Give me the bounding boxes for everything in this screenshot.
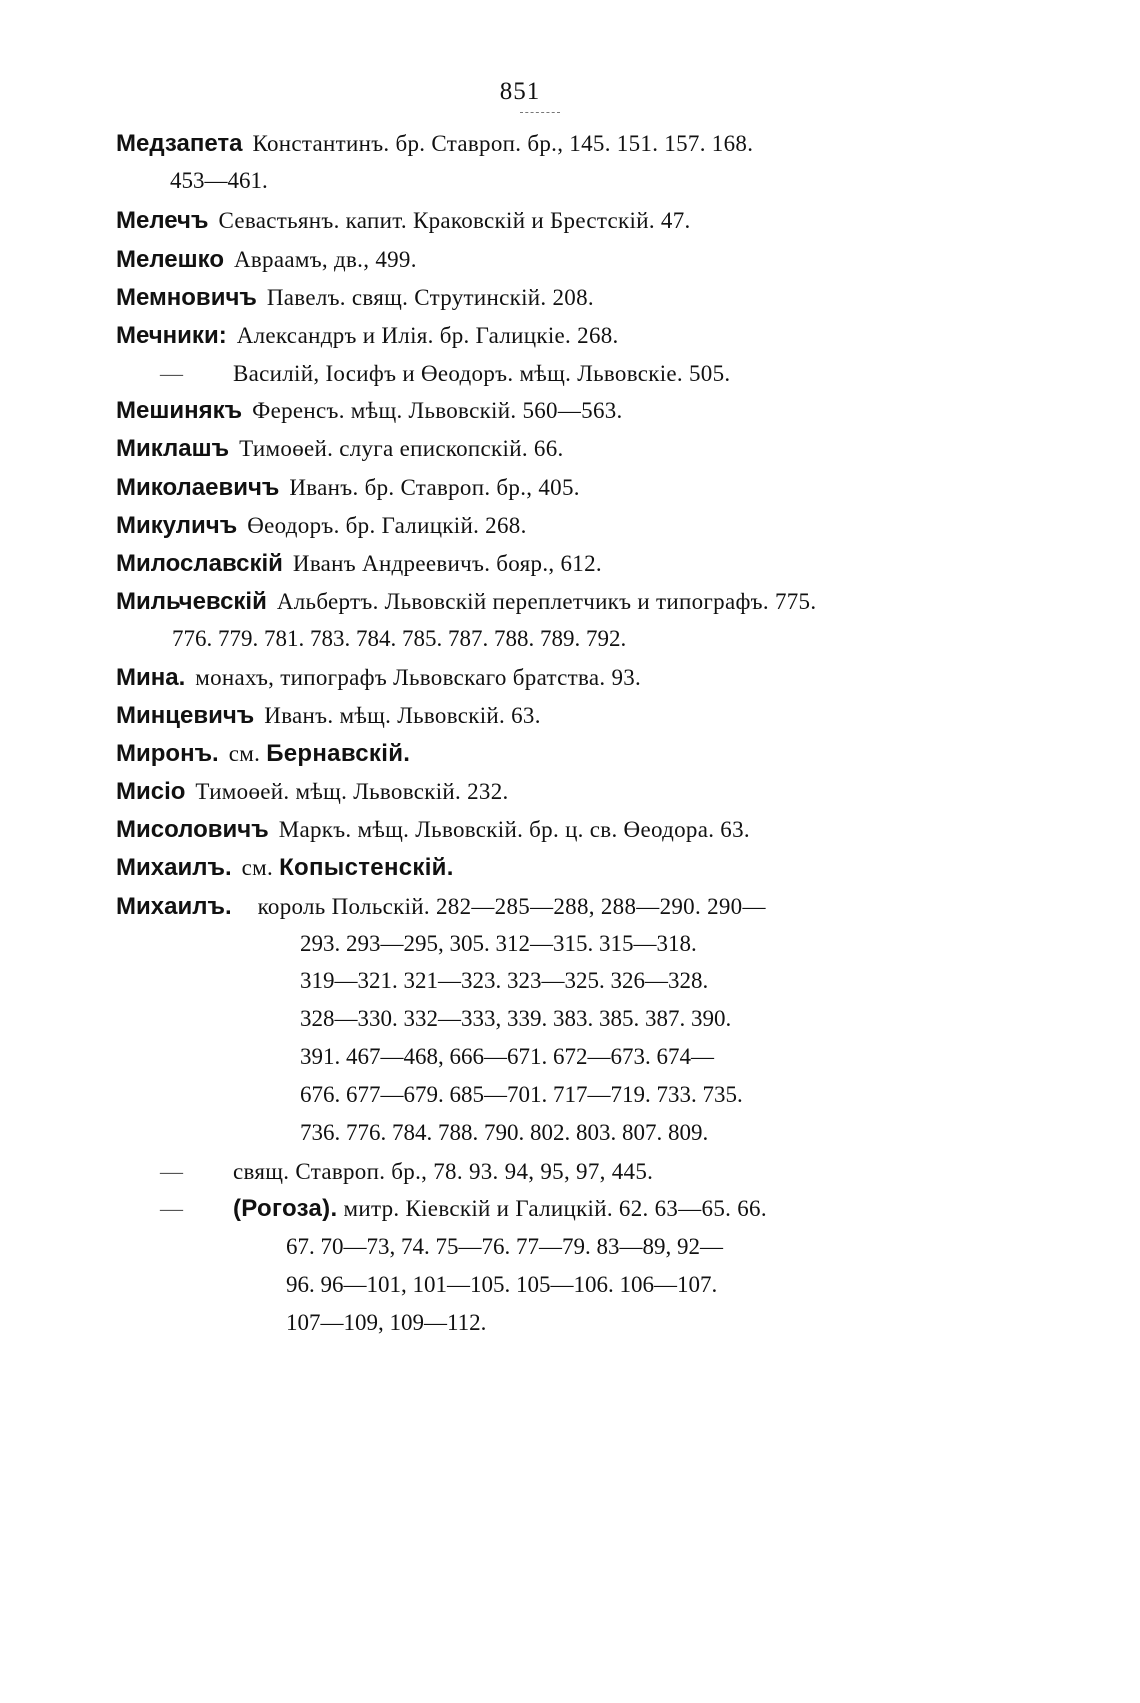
entry-headword: Мина. xyxy=(116,664,186,691)
entry-text: свящ. Ставроп. бр., 78. 93. 94, 95, 97, 445. xyxy=(233,1159,654,1184)
entry-continuation: 328—330. 332—333, 339. 383. 385. 387. 390. xyxy=(300,1006,732,1031)
entry-text: Севастьянъ. капит. Краковскій и Брестскій. 47. xyxy=(218,208,691,233)
entry-see-label: см. xyxy=(241,855,274,880)
entry-continuation: 453—461. xyxy=(170,168,268,193)
entry-text: Василій, Іосифъ и Өеодоръ. мѣщ. Львовскіе. 505. xyxy=(233,361,731,386)
entry-text: Тимоөей. мѣщ. Львовскій. 232. xyxy=(195,779,509,804)
entry-line xyxy=(116,739,410,769)
entry-line xyxy=(116,321,619,351)
entry-line xyxy=(116,663,641,693)
entry-continuation: 676. 677—679. 685—701. 717—719. 733. 735. xyxy=(300,1082,743,1107)
entry-headword: Михаилъ. xyxy=(116,893,232,920)
entry-headword: Мешинякъ xyxy=(116,397,243,424)
entry-headword: Мисіо xyxy=(116,778,186,805)
entry-headword: Микуличъ xyxy=(116,512,238,539)
entry-line xyxy=(116,587,816,617)
entry-line xyxy=(116,892,766,922)
entry-headword: Милославскій xyxy=(116,550,283,577)
entry-continuation: 391. 467—468, 666—671. 672—673. 674— xyxy=(300,1044,714,1069)
entry-text: Ференсъ. мѣщ. Львовскій. 560—563. xyxy=(252,398,623,423)
entry-line xyxy=(160,1157,653,1187)
entry-line xyxy=(116,206,691,236)
entry-headword: Миклашъ xyxy=(116,435,230,462)
entry-line xyxy=(116,511,527,541)
repeat-dash: — xyxy=(160,361,185,386)
entry-text: Павелъ. свящ. Струтинскій. 208. xyxy=(266,285,594,310)
entry-text: Иванъ. бр. Ставроп. бр., 405. xyxy=(289,475,580,500)
entry-text: Иванъ Андреевичъ. бояр., 612. xyxy=(292,551,602,576)
entry-continuation: 293. 293—295, 305. 312—315. 315—318. xyxy=(300,931,697,956)
entry-text: Маркъ. мѣщ. Львовскій. бр. ц. св. Өеодора. 63. xyxy=(278,817,750,842)
repeat-dash: — xyxy=(160,1159,185,1184)
entry-headword: Мелечъ xyxy=(116,207,209,234)
entry-line xyxy=(116,549,602,579)
entry-continuation: 736. 776. 784. 788. 790. 802. 803. 807. 809. xyxy=(300,1120,709,1145)
repeat-dash: — xyxy=(160,1196,185,1221)
entry-continuation: 96. 96—101, 101—105. 105—106. 106—107. xyxy=(286,1272,718,1297)
entry-text: Иванъ. мѣщ. Львовскій. 63. xyxy=(264,703,541,728)
entry-headword: Миронъ. xyxy=(116,740,219,767)
entry-headword: Михаилъ. xyxy=(116,854,232,881)
entry-text: митр. Кіевскій и Галицкій. 62. 63—65. 66. xyxy=(343,1196,767,1221)
entry-text: Тимоөей. слуга епископскій. 66. xyxy=(239,436,564,461)
entry-headword: Мемновичъ xyxy=(116,284,257,311)
entry-text: Александръ и Илія. бр. Галицкіе. 268. xyxy=(236,323,619,348)
page-number-rule xyxy=(520,112,560,113)
page-number: 851 xyxy=(499,78,541,105)
entry-headword: Минцевичъ xyxy=(116,702,255,729)
cross-reference: Бернавскій. xyxy=(266,740,411,767)
entry-text: Альбертъ. Львовскій переплетчикъ и типографъ. 775. xyxy=(276,589,817,614)
entry-line xyxy=(116,473,580,503)
entry-text: Авраамъ, дв., 499. xyxy=(233,247,417,272)
entry-text: монахъ, типографъ Львовскаго братства. 93. xyxy=(195,665,642,690)
entry-headword: Мильчевскій xyxy=(116,588,267,615)
entry-line xyxy=(116,777,509,807)
entry-line xyxy=(116,283,594,313)
entry-line xyxy=(116,245,417,275)
entry-text: Константинъ. бр. Ставроп. бр., 145. 151. 157. 168. xyxy=(252,131,754,156)
entry-line xyxy=(116,129,753,159)
entry-line xyxy=(116,434,564,464)
entry-text: король Польскій. 282—285—288, 288—290. 290— xyxy=(257,894,766,919)
entry-headword: Медзапета xyxy=(116,130,243,157)
cross-reference: (Рогоза). xyxy=(233,1195,338,1222)
entry-headword: Мелешко xyxy=(116,246,224,273)
cross-reference: Копыстенскій. xyxy=(279,854,454,881)
entry-headword: Мисоловичъ xyxy=(116,816,269,843)
entry-line xyxy=(116,701,541,731)
entry-see-label: см. xyxy=(228,741,261,766)
entry-text: Өеодоръ. бр. Галицкій. 268. xyxy=(247,513,527,538)
entry-line xyxy=(160,359,730,389)
entry-continuation: 107—109, 109—112. xyxy=(286,1310,487,1335)
entry-line xyxy=(160,1194,767,1224)
entry-headword: Мечники: xyxy=(116,322,227,349)
entry-headword: Миколаевичъ xyxy=(116,474,280,501)
entry-line xyxy=(116,853,454,883)
entry-continuation: 67. 70—73, 74. 75—76. 77—79. 83—89, 92— xyxy=(286,1234,723,1259)
entry-continuation: 776. 779. 781. 783. 784. 785. 787. 788. 789. 792. xyxy=(172,626,627,651)
entry-line xyxy=(116,815,750,845)
entry-continuation: 319—321. 321—323. 323—325. 326—328. xyxy=(300,968,709,993)
entry-line xyxy=(116,396,623,426)
